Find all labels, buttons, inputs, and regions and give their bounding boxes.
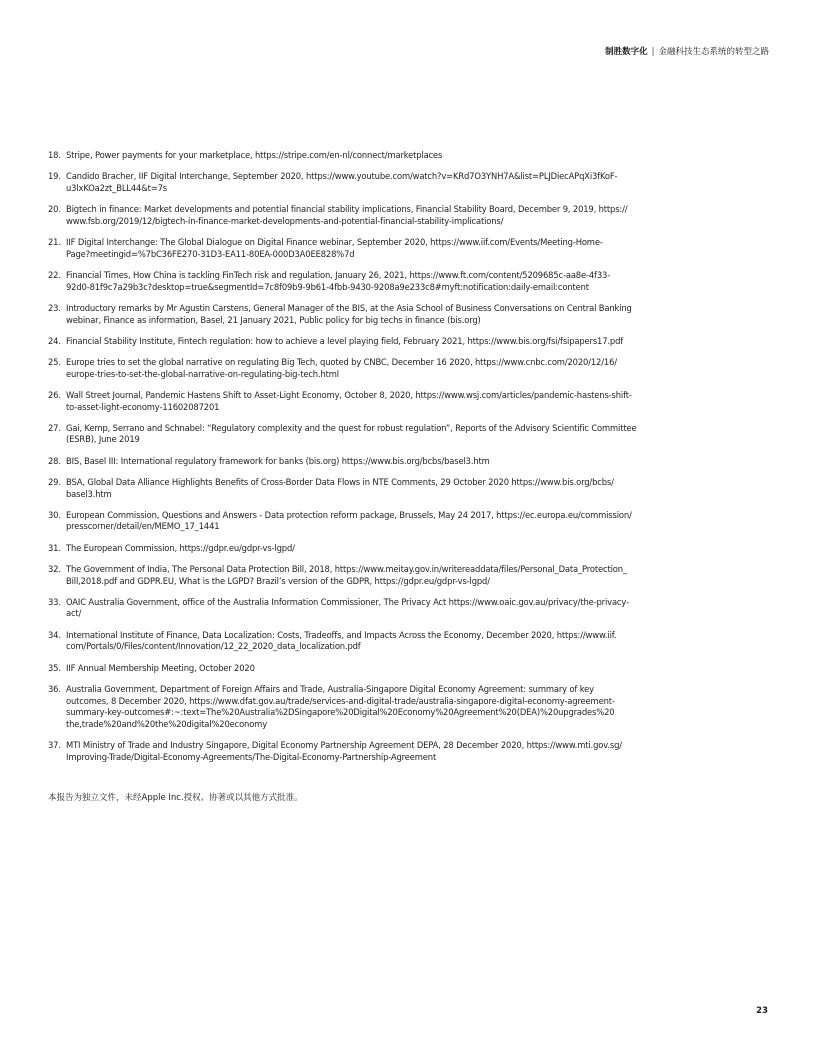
reference-number: 37. xyxy=(48,740,61,751)
reference-number: 26. xyxy=(48,389,61,400)
reference-text: Gai, Kemp, Serrano and Schnabel: “Regulatory complexity and the quest for robust regulation”, Reports of the Advisory Scientific Committee (ESRB), June 2019 xyxy=(66,422,637,445)
reference-number: 34. xyxy=(48,629,61,640)
reference-text: Bigtech in finance: Market developments and potential financial stability implications, Financial Stability Board, December 9, 2019, https:// www.fsb.org/2019/12/bigtech-in-finance-market-developments-and-potential-financial-stability-implications/ xyxy=(66,204,628,226)
reference-number: 24. xyxy=(48,335,61,346)
reference-number: 27. xyxy=(48,422,61,433)
page-number: 23 xyxy=(756,1006,768,1016)
reference-item xyxy=(48,171,660,194)
reference-item xyxy=(48,390,660,413)
reference-text: Introductory remarks by Mr Agustin Carstens, General Manager of the BIS, at the Asia School of Business Conversations on Central Banking webinar, Finance as information, Basel, 21 January 2021, Public policy for big techs in finance (bis.org) xyxy=(66,302,632,325)
reference-text: Australia Government, Department of Foreign Affairs and Trade, Australia-Singapore Digital Economy Agreement: summary of key outcomes, 8 December 2020, https://www.dfat.gov.au/trade/services-and-digital-trade/australia-singapore-digital-economy-agreement- summary-key-outcomes#:~:text=The%20Australia%2DSingapore%20Digital%20Economy%20Agreement%20(DEA)%20upgrades%20 the,trade%20and%20the%20digital%20economy xyxy=(66,683,615,729)
reference-number: 30. xyxy=(48,509,61,520)
reference-text: IIF Annual Membership Meeting, October 2020 xyxy=(66,662,255,673)
reference-item xyxy=(48,684,660,731)
reference-number: 35. xyxy=(48,662,61,673)
reference-item xyxy=(48,423,660,446)
reference-item xyxy=(48,237,660,260)
reference-text: Candido Bracher, IIF Digital Interchange, September 2020, https://www.youtube.com/watch?v=KRd7O3YNH7A&list=PLJDiecAPqXi3fKoF- u3lxKOa2zt_BLL44&t=7s xyxy=(66,171,618,193)
reference-list xyxy=(48,150,660,773)
reference-item xyxy=(48,477,660,500)
reference-item xyxy=(48,630,660,653)
reference-text: Financial Times, How China is tackling FinTech risk and regulation, January 26, 2021, https://www.ft.com/content/5209685c-aa8e-4f33- 92d0-81f9c7a29b3c?desktop=true&segmentId=7c8f09b9-9b61-4fbb-9430-9208a9e233c8#myft:notification:daily-email:content xyxy=(66,269,611,292)
reference-number: 31. xyxy=(48,542,61,553)
reference-item xyxy=(48,303,660,326)
reference-text: BIS, Basel III: International regulatory framework for banks (bis.org) https://www.bis.org/bcbs/basel3.htm xyxy=(66,455,490,466)
disclaimer: 本报告为独立文件，未经Apple Inc.授权、协著或以其他方式批准。 xyxy=(48,793,303,803)
reference-text: BSA, Global Data Alliance Highlights Benefits of Cross-Border Data Flows in NTE Comments, 29 October 2020 https://www.bis.org/bcbs/ basel3.htm xyxy=(66,476,614,499)
reference-number: 25. xyxy=(48,356,61,367)
reference-number: 28. xyxy=(48,455,61,466)
reference-item xyxy=(48,150,660,162)
reference-number: 22. xyxy=(48,269,61,280)
reference-number: 32. xyxy=(48,563,61,574)
reference-text: MTI Ministry of Trade and Industry Singapore, Digital Economy Partnership Agreement DEPA, 28 December 2020, https://www.mti.gov.sg/ Improving-Trade/Digital-Economy-Agreements/The-Digital-Economy-Partnership-Agreement xyxy=(66,740,622,762)
reference-number: 23. xyxy=(48,302,61,313)
reference-item xyxy=(48,564,660,587)
reference-text: International Institute of Finance, Data Localization: Costs, Tradeoffs, and Impacts Across the Economy, December 2020, https://www.iif. com/Portals/0/Files/content/Innovation/12_22_2020_data_localization.pdf xyxy=(66,629,617,652)
reference-text: Financial Stability Institute, Fintech regulation: how to achieve a level playing field, February 2021, https://www.bis.org/fsi/fsipapers17.pdf xyxy=(66,335,624,346)
reference-item xyxy=(48,456,660,468)
reference-number: 18. xyxy=(48,150,61,160)
reference-text: Stripe, Power payments for your marketplace, https://stripe.com/en-nl/connect/marketplaces xyxy=(66,150,443,160)
reference-item xyxy=(48,597,660,620)
reference-item xyxy=(48,740,660,763)
reference-text: IIF Digital Interchange: The Global Dialogue on Digital Finance webinar, September 2020, https://www.iif.com/Events/Meeting-Home- Page?meetingid=%7bC36FE270-31D3-EA11-80EA-000D3A0EE828%7d xyxy=(66,237,603,259)
reference-item xyxy=(48,663,660,675)
reference-text: Wall Street Journal, Pandemic Hastens Shift to Asset-Light Economy, October 8, 2020, https://www.wsj.com/articles/pandemic-hastens-shift- to-asset-light-economy-11602087201 xyxy=(66,389,632,412)
reference-item xyxy=(48,543,660,555)
reference-number: 36. xyxy=(48,683,61,694)
reference-item xyxy=(48,204,660,227)
reference-text: OAIC Australia Government, office of the Australia Information Commissioner, The Privacy Act https://www.oaic.gov.au/privacy/the-privacy- act/ xyxy=(66,596,629,619)
reference-item xyxy=(48,510,660,533)
reference-number: 33. xyxy=(48,596,61,607)
reference-item xyxy=(48,270,660,293)
running-header xyxy=(605,45,769,57)
reference-number: 20. xyxy=(48,204,61,215)
reference-text: The Government of India, The Personal Data Protection Bill, 2018, https://www.meitay.gov.in/writereaddata/files/Personal_Data_Protection_ Bill,2018.pdf and GDPR.EU, What is the LGPD? Brazil’s version of the GDPR, https://gdpr.eu/gdpr-vs-lgpd/ xyxy=(66,563,627,586)
reference-text: Europe tries to set the global narrative on regulating Big Tech, quoted by CNBC, December 16 2020, https://www.cnbc.com/2020/12/16/ europe-tries-to-set-the-global-narrative-on-regulating-big-tech.html xyxy=(66,356,617,379)
reference-number: 21. xyxy=(48,237,61,248)
report-subtitle: 金融科技生态系统的转型之路 xyxy=(658,47,769,57)
reference-number: 19. xyxy=(48,171,61,182)
reference-number: 29. xyxy=(48,476,61,487)
reference-text: European Commission, Questions and Answers - Data protection reform package, Brussels, May 24 2017, https://ec.europa.eu/commission/ presscorner/detail/en/MEMO_17_1441 xyxy=(66,509,632,532)
reference-item xyxy=(48,357,660,380)
reference-text: The European Commission, https://gdpr.eu/gdpr-vs-lgpd/ xyxy=(66,542,295,553)
reference-item xyxy=(48,336,660,348)
header-separator: | xyxy=(651,47,655,57)
report-title: 制胜数字化 xyxy=(605,47,648,57)
